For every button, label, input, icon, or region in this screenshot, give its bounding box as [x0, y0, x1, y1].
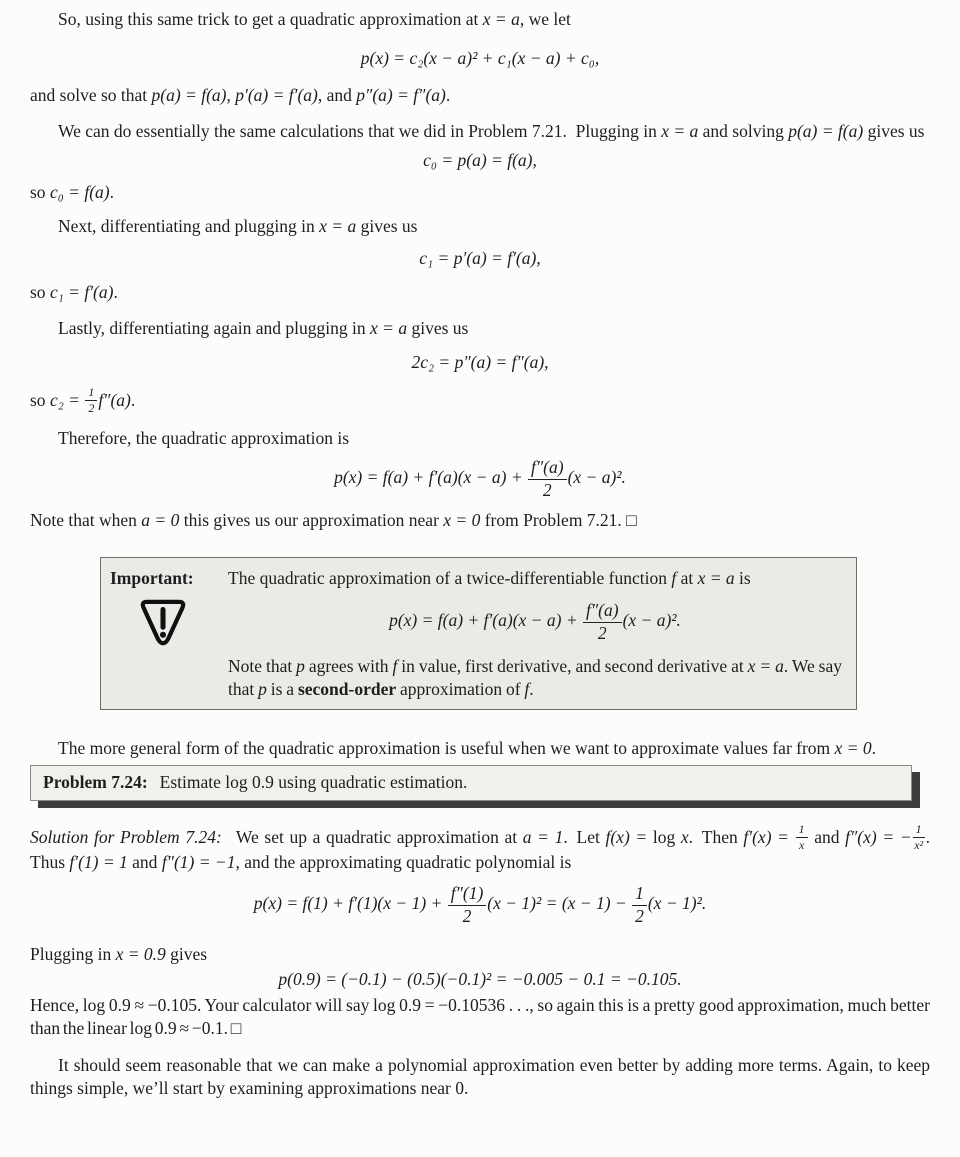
paragraph-solution: Solution for Problem 7.24: We set up a quadratic approximation at a = 1. Let f(x) = log x. Then f′(x) = $\frac{1}{x}$ and f″(x) = − $\frac{1}{\text{x²}}$ . Thus f′(1) = 1 and f″(1) = −1, and the approximating quadratic polynomial is [30, 822, 930, 873]
paragraph-solve: and solve so that p(a) = f(a), p′(a) = f′(a), and p″(a) = f″(a). [30, 85, 451, 105]
paragraph-reasonable: It should seem reasonable that we can make a polynomial approximation even better by adding more terms. Again, to keep things simple, we’ll start by examining approximations near 0. [30, 1054, 930, 1098]
paragraph-plugging: Plugging in x = 0.9 gives [30, 943, 208, 964]
equation-general-quadratic: p(x) = c₂(x − a)² + c₁(x − a) + c₀, [360, 48, 600, 68]
important-box [100, 557, 857, 710]
equation-c1: c₁ = p′(a) = f′(a), [419, 248, 541, 268]
paragraph-next: Next, differentiating and plugging in x = a gives us [58, 216, 418, 236]
paragraph-so-c1: so c₁ = f′(a). [30, 282, 118, 302]
important-label-column [110, 567, 228, 701]
equation-quadratic-approximation: p(x) = f(a) + f′(a)(x − a) + $\frac{f''(a)}{2}$ (x − a)². [334, 457, 626, 500]
paragraph-calculations: We can do essentially the same calculations that we did in Problem 7.21. Plugging in x = a and solving p(a) = f(a) gives us [58, 121, 925, 141]
important-content [228, 567, 842, 701]
paragraph-note-a0: Note that when a = 0 this gives us our approximation near x = 0 from Problem 7.21. □ [30, 510, 637, 531]
important-equation: p(x) = f(a) + f′(a)(x − a) + $\frac{f''(a)}{2}$ (x − a)². [389, 600, 681, 643]
important-label: Important: [110, 568, 194, 589]
equation-2c2: 2c₂ = p″(a) = f″(a), [411, 352, 549, 372]
important-note: Note that p agrees with f in value, first derivative, and second derivative at x = a. We say that p is a second-order approximation of f. [228, 656, 842, 700]
problem-label: Problem 7.24: [43, 772, 148, 793]
paragraph-so-c0: so c₀ = f(a). [30, 182, 114, 202]
problem-box [30, 765, 912, 801]
warning-exclamation-icon [136, 594, 190, 652]
equation-c0: c₀ = p(a) = f(a), [423, 150, 537, 170]
important-line1: The quadratic approximation of a twice-differentiable function f at x = a is [228, 568, 751, 589]
equation-solution-polynomial: p(x) = f(1) + f′(1)(x − 1) + $\frac{f''(1)}{2}$ (x − 1)² = (x − 1) − $\frac{1}{2}$ (x − 1)². [253, 883, 707, 926]
paragraph-therefore: Therefore, the quadratic approximation is [58, 428, 350, 448]
equation-plug-result: p(0.9) = (−0.1) − (0.5)(−0.1)² = −0.005 − 0.1 = −0.105. [278, 968, 682, 989]
problem-text: Estimate log 0.9 using quadratic estimation. [159, 772, 468, 793]
paragraph-lastly: Lastly, differentiating again and plugging in x = a gives us [58, 318, 469, 338]
paragraph-general-form: The more general form of the quadratic approximation is useful when we want to approximate values far from x = 0. [58, 738, 876, 759]
paragraph-intro: So, using this same trick to get a quadratic approximation at x = a, we let [58, 9, 571, 29]
paragraph-hence: Hence, log 0.9 ≈ −0.105. Your calculator will say log 0.9 = −0.10536 . . ., so again this is a pretty good approximation, much better than the linear log 0.9 ≈ −0.1. □ [30, 994, 930, 1038]
paragraph-so-c2: so c₂ = $\frac{1}{2}$ f″(a). [30, 385, 136, 415]
